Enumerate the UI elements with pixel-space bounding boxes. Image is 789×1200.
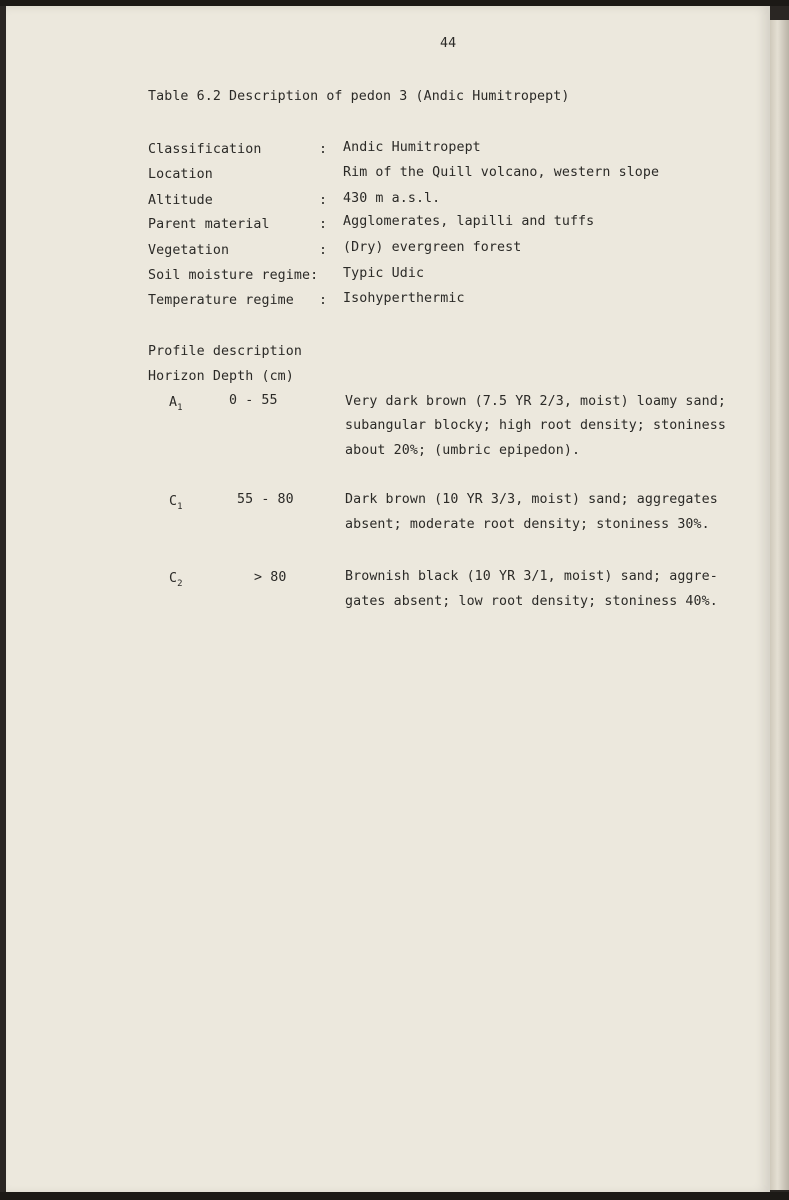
property-value-soil-moisture-regime: Typic Udic	[343, 266, 425, 281]
horizon-name: $A_1$	[169, 395, 183, 413]
horizon-depth: 55 - 80	[237, 492, 294, 507]
property-value-temperature-regime: Isohyperthermic	[343, 291, 465, 306]
horizon-name: $C_1$	[169, 494, 183, 512]
property-colon: :	[319, 193, 328, 208]
property-value-parent-material: Agglomerates, lapilli and tuffs	[343, 214, 595, 229]
horizon-description-line: gates absent; low root density; stoniness 40%.	[345, 594, 718, 609]
page-number: 44	[440, 36, 457, 51]
property-label-location: Location	[148, 167, 213, 182]
property-label-temperature-regime: Temperature regime	[148, 293, 294, 308]
property-value-vegetation: (Dry) evergreen forest	[343, 240, 522, 255]
horizon-subscript: 2	[177, 579, 183, 589]
horizon-subscript: 1	[177, 403, 183, 413]
property-label-classification: Classification	[148, 142, 262, 157]
property-label-parent-material: Parent material	[148, 217, 270, 232]
property-label-altitude: Altitude	[148, 193, 213, 208]
page-edge	[770, 20, 789, 1190]
horizon-subscript: 1	[177, 502, 183, 512]
profile-heading: Profile description	[148, 344, 303, 359]
scan-border-bottom	[0, 1192, 789, 1200]
table-title: Table 6.2 Description of pedon 3 (Andic Humitropept)	[148, 89, 570, 104]
horizon-description-line: absent; moderate root density; stoniness 30%.	[345, 517, 710, 532]
property-label-vegetation: Vegetation	[148, 243, 230, 258]
horizon-description-line: Dark brown (10 YR 3/3, moist) sand; aggregates	[345, 492, 718, 507]
horizon-description-line: about 20%; (umbric epipedon).	[345, 443, 581, 458]
horizon-description-line: Very dark brown (7.5 YR 2/3, moist) loamy sand;	[345, 394, 726, 409]
horizon-depth: > 80	[254, 570, 287, 585]
horizon-depth: 0 - 55	[229, 393, 278, 408]
property-value-location: Rim of the Quill volcano, western slope	[343, 165, 660, 180]
property-colon: :	[319, 243, 328, 258]
horizon-name: $C_2$	[169, 571, 183, 589]
property-label-soil-moisture-regime: Soil moisture regime:	[148, 268, 319, 283]
horizon-description-line: subangular blocky; high root density; stoniness	[345, 418, 726, 433]
horizon-header: Horizon Depth (cm)	[148, 369, 294, 384]
horizon-description-line: Brownish black (10 YR 3/1, moist) sand; aggre-	[345, 569, 718, 584]
property-colon: :	[319, 293, 328, 308]
property-value-classification: Andic Humitropept	[343, 140, 481, 155]
property-colon: :	[319, 217, 328, 232]
property-value-altitude: 430 m a.s.l.	[343, 191, 441, 206]
property-colon: :	[319, 142, 328, 157]
